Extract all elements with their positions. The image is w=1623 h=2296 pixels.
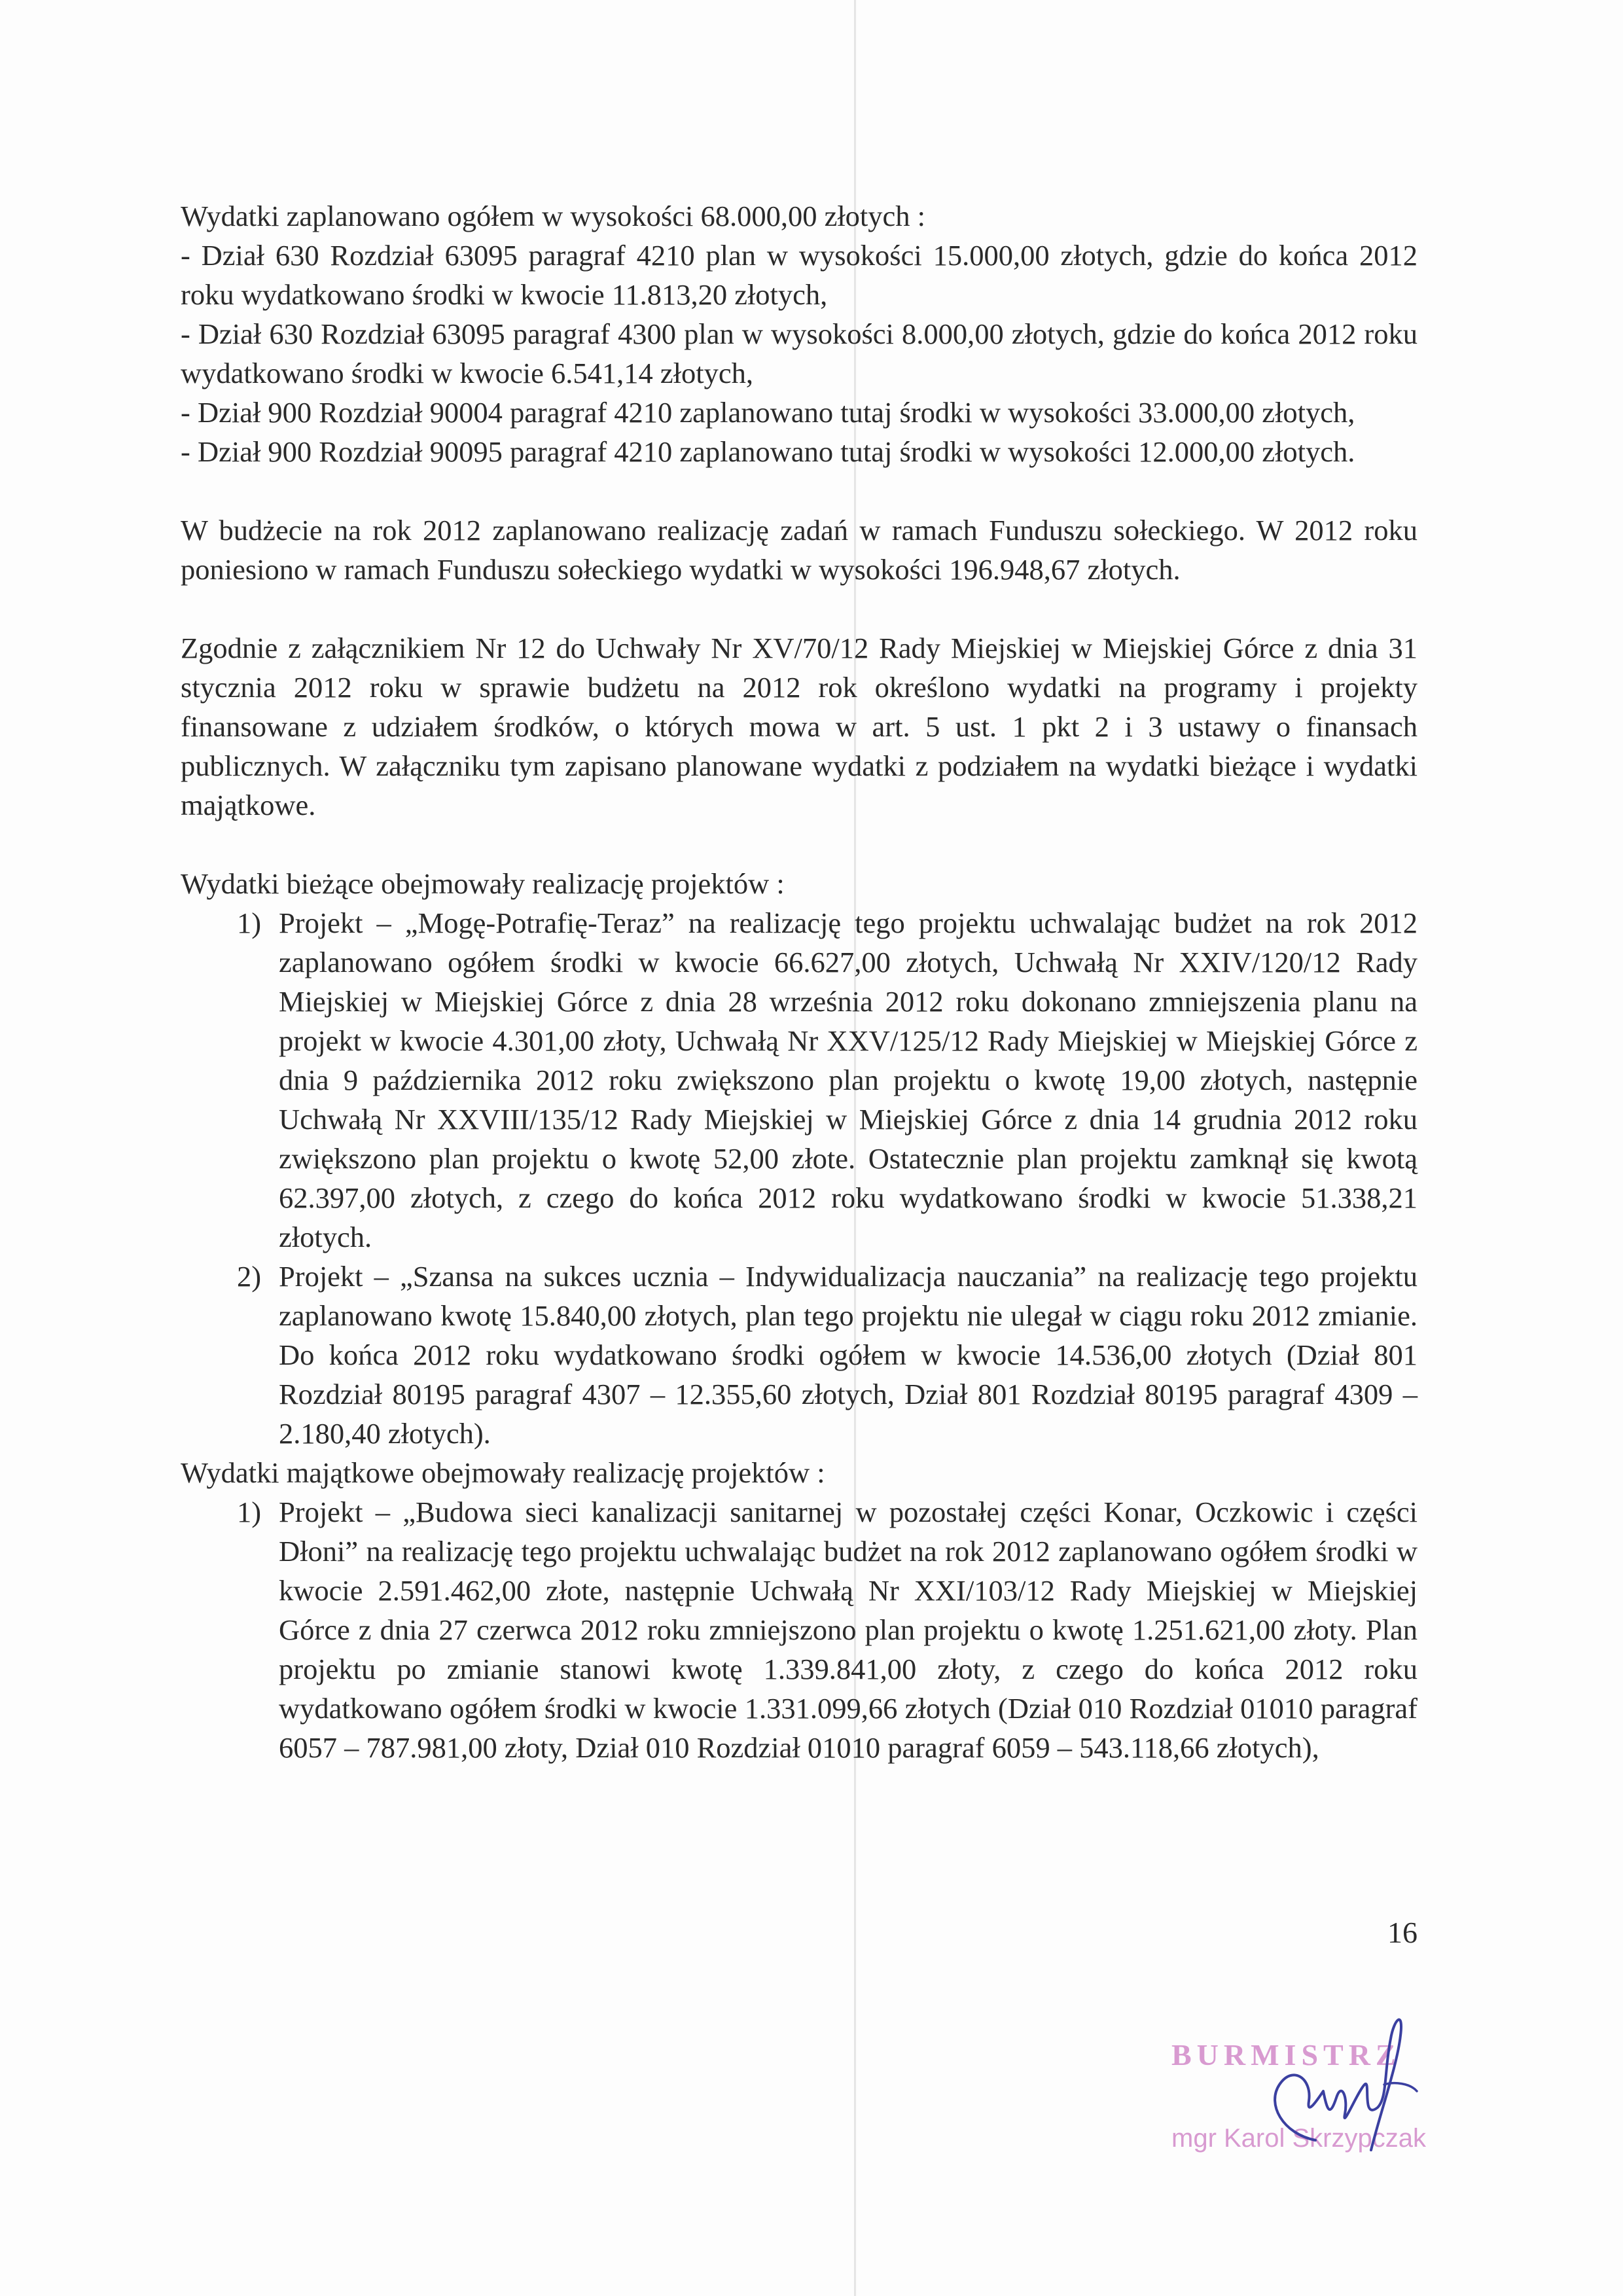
list-item-number: 1)	[237, 1496, 262, 1528]
biezace-heading: Wydatki bieżące obejmowały realizację projektów :	[181, 867, 785, 900]
handwritten-signature-icon	[1152, 2000, 1453, 2170]
list-item-number: 1)	[237, 906, 262, 939]
majatkowe-list	[181, 1492, 1418, 1767]
list-item	[181, 1257, 1418, 1453]
intro-item: - Dział 630 Rozdział 63095 paragraf 4300 plan w wysokości 8.000,00 złotych, gdzie do końca 2012 roku wydatkowano środki w kwocie 6.541,14 złotych,	[181, 317, 1418, 389]
list-item-text: Projekt – „Szansa na sukces ucznia – Indywidualizacja nauczania” na realizację tego projektu zaplanowano kwotę 15.840,00 złotych, plan tego projektu nie ulegał w ciągu roku 2012 zmianie. Do końca 2012 roku wydatkowano środki ogółem w kwocie 14.536,00 złotych (Dział 801 Rozdział 80195 paragraf 4307 – 12.355,60 złotych, Dział 801 Rozdział 80195 paragraf 4309 – 2.180,40 złotych).	[279, 1260, 1418, 1450]
biezace-list	[181, 903, 1418, 1453]
document-body	[181, 196, 1418, 1767]
mayor-stamp	[1171, 2000, 1446, 2170]
page-number: 16	[1387, 1916, 1418, 1949]
list-item	[181, 1492, 1418, 1767]
fundusz-paragraph: W budżecie na rok 2012 zaplanowano realizację zadań w ramach Funduszu sołeckiego. W 2012 roku poniesiono w ramach Funduszu sołeckiego wydatki w wysokości 196.948,67 złotych.	[181, 514, 1418, 586]
paragraph-gap	[181, 471, 1418, 511]
majatkowe-heading: Wydatki majątkowe obejmowały realizację projektów :	[181, 1456, 825, 1489]
intro-heading: Wydatki zaplanowano ogółem w wysokości 68.000,00 złotych :	[181, 200, 926, 232]
list-item-text: Projekt – „Mogę-Potrafię-Teraz” na realizację tego projektu uchwalając budżet na rok 2012 zaplanowano ogółem środki w kwocie 66.627,00 złotych, Uchwałą Nr XXIV/120/12 Rady Miejskiej w Miejskiej Górce z dnia 28 września 2012 roku dokonano zmniejszenia planu na projekt w kwocie 4.301,00 złoty, Uchwałą Nr XXV/125/12 Rady Miejskiej w Miejskiej Górce z dnia 9 października 2012 roku zwiększono plan projektu o kwotę 19,00 złotych, następnie Uchwałą Nr XXVIII/135/12 Rady Miejskiej w Miejskiej Górce z dnia 14 grudnia 2012 roku zwiększono plan projektu o kwotę 52,00 złote. Ostatecznie plan projektu zamknął się kwotą 62.397,00 złotych, z czego do końca 2012 roku wydatkowano środki w kwocie 51.338,21 złotych.	[279, 906, 1418, 1253]
zalacznik-paragraph: Zgodnie z załącznikiem Nr 12 do Uchwały Nr XV/70/12 Rady Miejskiej w Miejskiej Górce z dnia 31 stycznia 2012 roku w sprawie budżetu na 2012 rok określono wydatki na programy i projekty finansowane z udziałem środków, o których mowa w art. 5 ust. 1 pkt 2 i 3 ustawy o finansach publicznych. W załączniku tym zapisano planowane wydatki z podziałem na wydatki bieżące i wydatki majątkowe.	[181, 632, 1418, 821]
list-item-number: 2)	[237, 1260, 262, 1293]
intro-item: - Dział 630 Rozdział 63095 paragraf 4210 plan w wysokości 15.000,00 złotych, gdzie do końca 2012 roku wydatkowano środki w kwocie 11.813,20 złotych,	[181, 239, 1418, 311]
list-item-text: Projekt – „Budowa sieci kanalizacji sanitarnej w pozostałej części Konar, Oczkowic i części Dłoni” na realizację tego projektu uchwalając budżet na rok 2012 zaplanowano ogółem środki w kwocie 2.591.462,00 złote, następnie Uchwałą Nr XXI/103/12 Rady Miejskiej w Miejskiej Górce z dnia 27 czerwca 2012 roku zmniejszono plan projektu o kwotę 1.251.621,00 złoty. Plan projektu po zmianie stanowi kwotę 1.339.841,00 złoty, z czego do końca 2012 roku wydatkowano ogółem środki w kwocie 1.331.099,66 złotych (Dział 010 Rozdział 01010 paragraf 6057 – 787.981,00 złoty, Dział 010 Rozdział 01010 paragraf 6059 – 543.118,66 złotych),	[279, 1496, 1418, 1764]
list-item	[181, 903, 1418, 1257]
intro-item: - Dział 900 Rozdział 90004 paragraf 4210 zaplanowano tutaj środki w wysokości 33.000,00 złotych,	[181, 396, 1355, 429]
paragraph-gap	[181, 589, 1418, 628]
stamp-title: BURMISTRZ	[1171, 2038, 1401, 2072]
intro-item: - Dział 900 Rozdział 90095 paragraf 4210 zaplanowano tutaj środki w wysokości 12.000,00 złotych.	[181, 435, 1355, 468]
stamp-name: mgr Karol Skrzypczak	[1171, 2124, 1426, 2153]
paragraph-gap	[181, 825, 1418, 864]
